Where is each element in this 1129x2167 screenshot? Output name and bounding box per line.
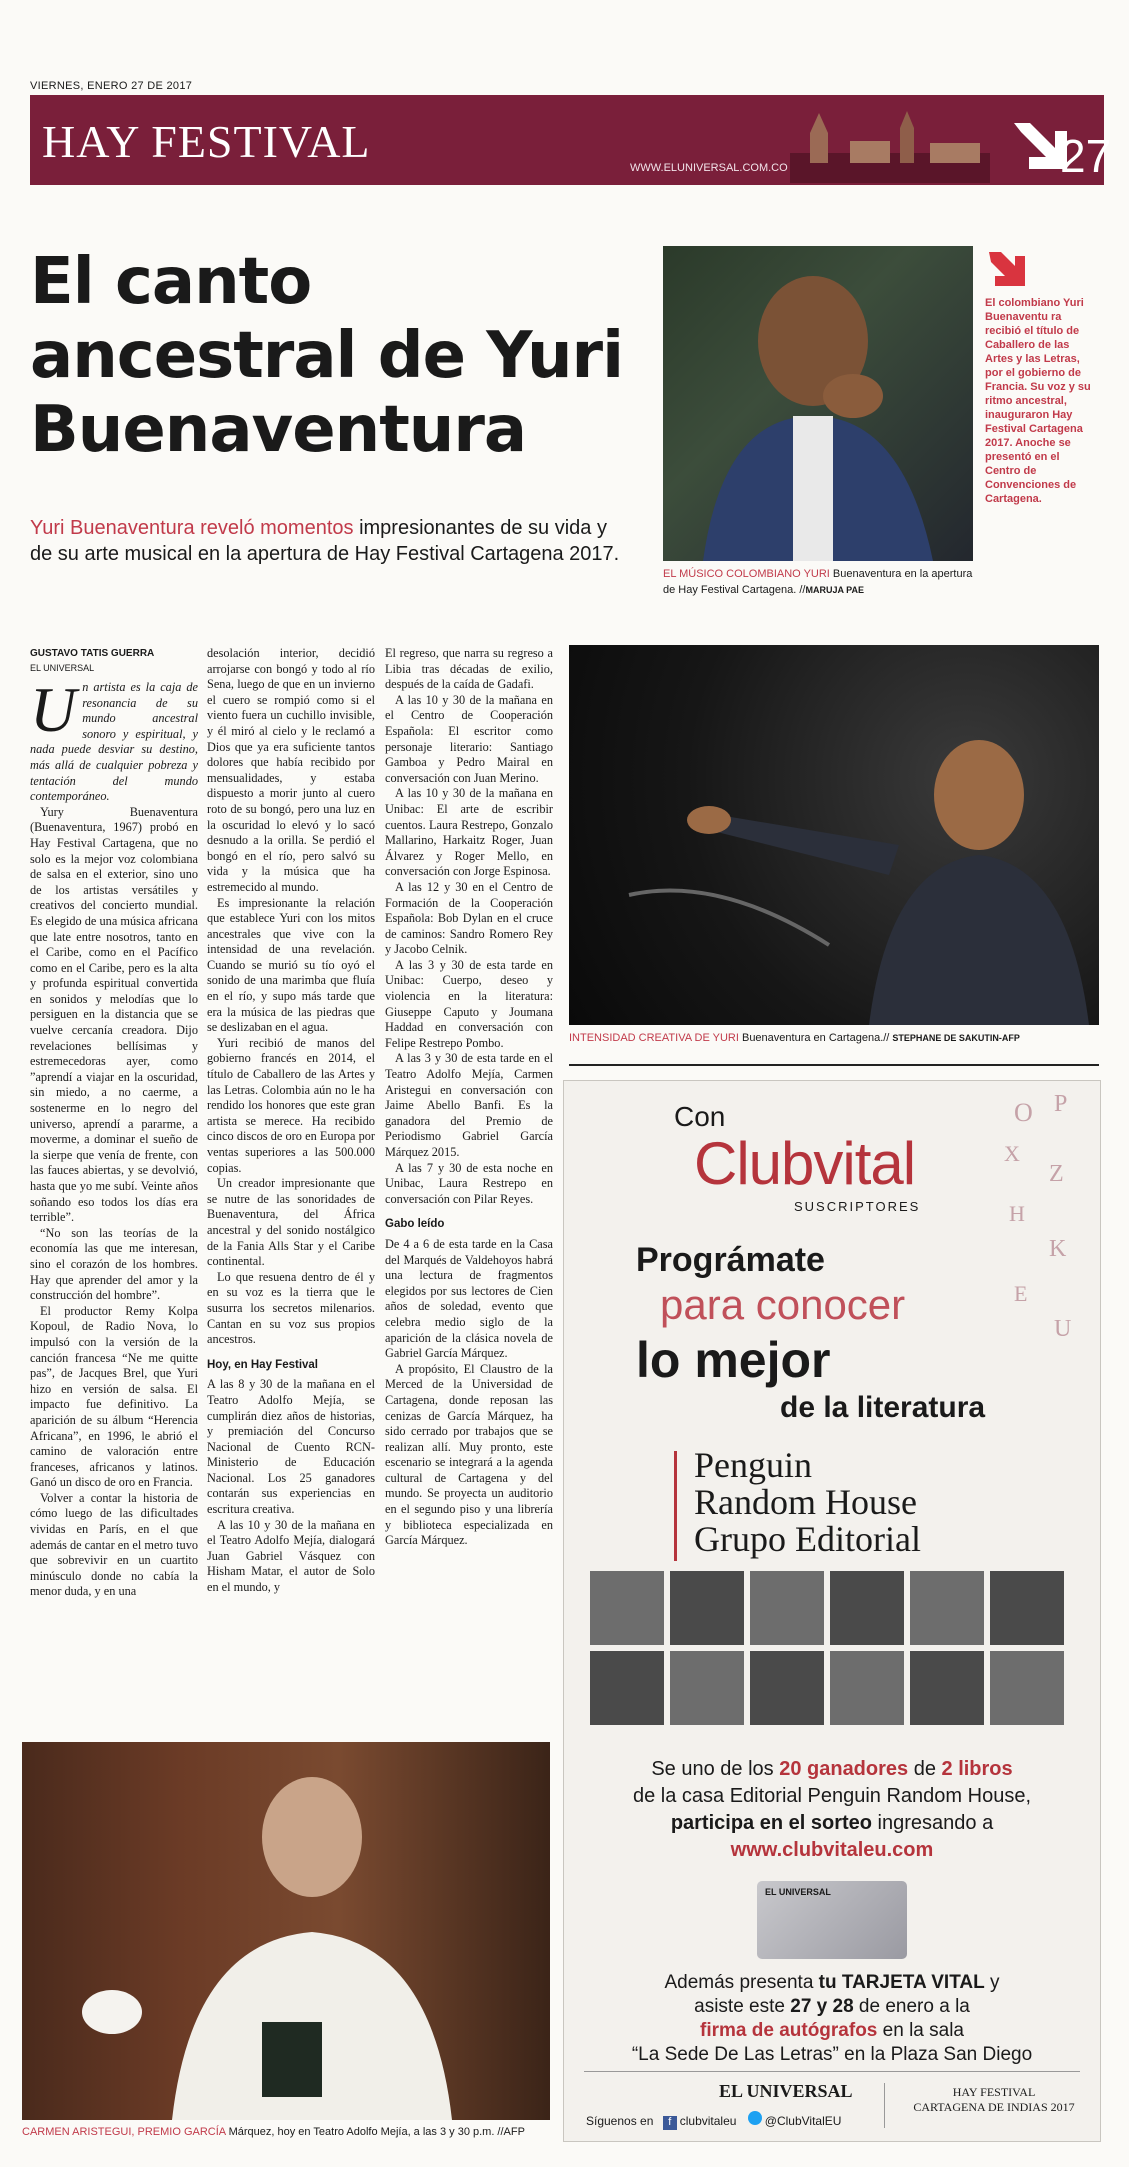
paragraph: El productor Remy Kolpa Kopoul, de Radio Nova, lo impulsó con la versión de la canción francesa “Ne me quitte pas”, de Jacques Brel, que Yuri hizo en versión de salsa. El impacto fue definitivo. La aparición de su álbum “Herencia Africana”, en 1996, le abrió el camino de valoración entre franceses, africanos y latinos. Ganó un disco de oro en Francia. <box>30 1303 198 1490</box>
hay-festival-logo <box>894 2085 1094 2115</box>
deck-text: impresionantes de su vida y de su arte musical en la apertura de Hay Festival Cartagena 2017. <box>30 517 620 565</box>
event-line1: HAY FESTIVAL <box>952 2085 1036 2099</box>
author-photo <box>590 1571 664 1645</box>
twitter-icon[interactable] <box>748 2111 762 2125</box>
extra-line3: firma de autógrafos en la sala <box>700 2020 964 2041</box>
ad-line1: Prográmate <box>636 1241 825 1279</box>
article-lead <box>30 674 198 805</box>
publisher-line2: Random House <box>694 1482 917 1522</box>
photo1-credit: MARUJA PAE <box>805 585 864 595</box>
promo-line1: Se uno de los 20 ganadores de 2 libros <box>651 1758 1013 1780</box>
section-banner <box>30 95 1112 185</box>
article-deck <box>30 515 630 567</box>
paragraph: A las 10 y 30 de la mañana en el Centro de Cooperación Española: El escritor como personaje literario: Santiago Gamboa y Pedro Mairal en conversación con Juan Merino. <box>385 692 553 785</box>
photo-yuri-microphone <box>663 246 973 561</box>
dropcap: U <box>30 674 77 745</box>
section-title: HAY FESTIVAL <box>42 116 371 167</box>
paragraph: “No son las teorías de la economía las que me interesan, sino el corazón de los hombres. Hay que aprender del amor y la construcción del hombre”. <box>30 1225 198 1303</box>
svg-text:X: X <box>1004 1141 1020 1166</box>
author-photo <box>670 1571 744 1645</box>
svg-text:E: E <box>1014 1281 1028 1306</box>
paragraph: Un creador impresionante que se nutre de las sonoridades de Buenaventura, del África ancestral y del sonido nostálgico de la Fania Alls Star y el Caribe continental. <box>207 1176 375 1269</box>
author-name: GUSTAVO TATIS GUERRA <box>30 648 155 659</box>
author-photo <box>910 1571 984 1645</box>
publisher-rule <box>674 1451 677 1561</box>
author-outlet: EL UNIVERSAL <box>30 663 95 673</box>
author-photo <box>990 1571 1064 1645</box>
lead-text: n artista es la caja de resonancia de su mundo ancestral sonoro y espiritual, y nada puede desviar su destino, más allá de cualquier pobreza y tentación del mundo contemporáneo. <box>30 680 198 804</box>
paragraph: A las 12 y 30 en el Centro de Formación de la Cooperación Española: Bob Dylan en el cruce de caminos: Sandro Romero Rey y Jacobo Celnik. <box>385 879 553 957</box>
footer-separator <box>884 2083 885 2128</box>
photo-yuri-stage <box>569 645 1099 1025</box>
svg-text:H: H <box>1009 1201 1025 1226</box>
paragraph: A las 7 y 30 de esta noche en Unibac, Laura Restrepo en conversación con Pilar Reyes. <box>385 1160 553 1206</box>
photo-portrait-placeholder-icon <box>22 1742 550 2120</box>
photo2-caption-lead: INTENSIDAD CREATIVA DE YURI <box>569 1032 739 1044</box>
ad-con: Con <box>674 1101 726 1132</box>
site-url[interactable]: WWW.ELUNIVERSAL.COM.CO <box>630 162 788 174</box>
photo-stage-placeholder-icon <box>569 645 1099 1025</box>
ad-line2: para conocer <box>660 1281 906 1328</box>
paragraph: De 4 a 6 de esta tarde en la Casa del Marqués de Valdehoyos habrá una lectura de fragmentos elegidos por sus lectores de Cien años de soledad, evento que celebra medio siglo de la aparición de la clásica novela de Gabriel García Márquez. <box>385 1236 553 1361</box>
eluniversal-logo: EL UNIVERSAL <box>719 2081 853 2101</box>
extra-line1: Además presenta tu TARJETA VITAL y <box>664 1972 1000 1993</box>
deck-highlight: Yuri Buenaventura reveló momentos <box>30 517 354 539</box>
svg-text:U: U <box>1054 1316 1072 1342</box>
paragraph: Volver a contar la historia de cómo luego de las dificultades vividas en París, en el que además de cantar en el metro tuvo que sobrevivir en un cuartito minúsculo donde no cabía la menor duda, y en una <box>30 1490 198 1599</box>
photo-carmen-aristegui <box>22 1742 550 2120</box>
extra-line2: asiste este 27 y 28 de enero a la <box>694 1996 970 2017</box>
twitter-handle[interactable]: @ClubVitalEU <box>764 2114 842 2128</box>
author-photo <box>830 1571 904 1645</box>
facebook-icon[interactable]: f <box>663 2116 677 2130</box>
paragraph: desolación interior, decidió arrojarse con bongó y todo al río Sena, luego de que en un invierno el cuero se rompió como si el viento fuera un cuchillo invisible, y él miró al cielo y le reclamó a Dios que ya era suficiente tantos dolores que había recibido por mensualidades, y estaba dispuesto a morir junto al cuero roto de su bongó, pero una luz en la oscuridad lo elevó y lo sacó desnudo a la orilla. Se perdió el bongó en el río, pero salvó su vida y la música que ha estremecido al mundo. <box>207 646 375 894</box>
article-column-1 <box>30 674 198 1600</box>
paragraph: A las 3 y 30 de esta tarde en Unibac: Cuerpo, deseo y violencia en la literatura: Giuseppe Caputo y Joumana Haddad en conversación con Felipe Restrepo Pombo. <box>385 957 553 1050</box>
photo1-caption-text: Buenaventura en la apertura de Hay Festival Cartagena. // <box>663 568 973 596</box>
paragraph: Es impresionante la relación que establece Yuri con los mitos ancestrales que vive con la intensidad de una revelación. Cuando se murió su tío oyó el sonido de una marimba que fluía en el río, y supo más tarde que era la música de las piedras que se deslizaban en el agua. <box>207 895 375 1035</box>
card-label: EL UNIVERSAL <box>765 1887 831 1897</box>
author-photo <box>990 1651 1064 1725</box>
photo1-caption-lead: EL MÚSICO COLOMBIANO YURI <box>663 568 830 580</box>
follow-label: Síguenos en <box>586 2114 654 2128</box>
ad-footer-rule <box>584 2071 1080 2072</box>
photo2-caption <box>569 1030 1099 1046</box>
ad-line3: lo mejor <box>636 1332 831 1388</box>
ad-promo <box>564 1756 1100 1864</box>
svg-text:Z: Z <box>1049 1161 1064 1187</box>
photo-yuri-placeholder-icon <box>663 246 973 561</box>
photo-sidenote: El colombiano Yuri Buenaventu ra recibió el título de Caballero de las Artes y las Letras, por el gobierno de Francia. Su voz y su ritmo ancestral, inauguraron Hay Festival Cartagena 2017. Anoche se presentó en el Centro de Convenciones de Cartagena. <box>985 297 1091 505</box>
photo3-caption-lead: CARMEN ARISTEGUI, PREMIO GARCÍA <box>22 2126 226 2138</box>
ad-suscriptores: SUSCRIPTORES <box>794 1199 921 1214</box>
author-photo <box>750 1651 824 1725</box>
issue-date: VIERNES, ENERO 27 DE 2017 <box>30 80 193 92</box>
paragraph: A propósito, El Claustro de la Merced de la Universidad de Cartagena, donde reposan las cenizas de García Márquez, ha sido cerrado por trabajos que se realizan allí. Muy pronto, este escenario se integrará a la agenda cultural de Cartagena y del mundo. Se proyecta un auditorio en el segundo piso y una librería y biblioteca especializada en García Márquez. <box>385 1361 553 1548</box>
paragraph: A las 10 y 30 de la mañana en el Teatro Adolfo Mejía, dialogará Juan Gabriel Vásquez con Hisham Matar, el autor de Solo en el mundo, y <box>207 1517 375 1595</box>
author-photo <box>670 1651 744 1725</box>
paragraph: Lo que resuena dentro de él y en su voz es la tierra que le susurra los secretos milenarios. Cantan en su voz sus propios ancestros. <box>207 1269 375 1347</box>
photo1-caption <box>663 566 983 598</box>
city-skyline-illustration <box>790 103 990 183</box>
clubvital-logo: Clubvital <box>694 1130 916 1197</box>
paragraph: Yury Buenaventura (Buenaventura, 1967) probó en Hay Festival Cartagena, que no solo es la mejor voz colombiana de salsa en el exterior, sino uno de los artistas versátiles y creativos del concierto mundial. Es elegido de una música africana que late entre nosotros, tanto en el Caribe, como en el Pacífico como en el Caribe, pero es la alta y profunda espiritual convertida en sonidos y melodías que lo persiguen en la distancia que se vuelve cercanía creadora. Dijo revelaciones bellísimas y estremecedoras ayer, como ”aprendí a viajar en la oscuridad, sin miedo, a no caerme, a sostenerme en lo negro del universo, aprendí a pararme, a moverme, a dominar el sueño de la sierpe que venía de frente, con las fauces abiertas, y se devolvió, hasta que yo me subí. Veinte años soñando eso todos los días era terrible”. <box>30 804 198 1225</box>
subhead-hoy: Hoy, en Hay Festival <box>207 1358 318 1371</box>
membership-card <box>757 1881 907 1959</box>
promo-url[interactable]: www.clubvitaleu.com <box>730 1839 934 1861</box>
event-line2: CARTAGENA DE INDIAS 2017 <box>913 2100 1075 2114</box>
ad-line4: de la literatura <box>780 1391 986 1424</box>
photo3-caption <box>22 2124 562 2140</box>
author-photo <box>590 1651 664 1725</box>
promo-line2: de la casa Editorial Penguin Random House, <box>632 1785 1032 1807</box>
social-follow <box>586 2111 841 2130</box>
article-headline: El canto ancestral de Yuri Buenaventura <box>30 245 623 467</box>
arrow-down-right-icon <box>985 246 1029 290</box>
extra-line4: “La Sede De Las Letras” en la Plaza San Diego <box>631 2044 1033 2065</box>
author-photo <box>910 1651 984 1725</box>
divider <box>569 1064 1099 1066</box>
subhead-gabo: Gabo leído <box>385 1218 445 1231</box>
photo2-caption-text: Buenaventura en Cartagena.// <box>738 1032 893 1044</box>
photo3-caption-text: Márquez, hoy en Teatro Adolfo Mejía, a las 3 y 30 p.m. //AFP <box>225 2126 525 2138</box>
paragraph: El regreso, que narra su regreso a Libia tras décadas de exilio, después de la caída de Gadafi. <box>385 646 553 692</box>
publisher-logo <box>694 1447 921 1558</box>
svg-text:O: O <box>1014 1098 1033 1127</box>
paragraph: Yuri recibió de manos del gobierno francés en 2014, el título de Caballero de las Artes y las Letras. Colombia aún no le ha rendido los honores que este gran artista se merece. Ha recibido cinco discos de oro en Europa por ventas superiores a las 500.000 copias. <box>207 1035 375 1175</box>
paragraph: A las 8 y 30 de la mañana en el Teatro Adolfo Mejía, se cumplirán diez años de historias, y premiación del Concurso Nacional de Cuento RCN-Ministerio de Educación Nacional. Los 25 ganadores contarán sus experiencias en escritura creativa. <box>207 1377 375 1517</box>
paragraph: A las 10 y 30 de la mañana en Unibac: El arte de escribir cuentos. Laura Restrepo, Gonzalo Mallarino, Harkaitz Roger, Juan Álvarez y Roger Mello, en conversación con Jorge Espinosa. <box>385 786 553 879</box>
publisher-line3: Grupo Editorial <box>694 1519 921 1559</box>
facebook-handle[interactable]: clubvitaleu <box>679 2114 737 2128</box>
clubvital-advertisement[interactable] <box>563 1080 1101 2142</box>
author-photo <box>830 1651 904 1725</box>
author-photo <box>750 1571 824 1645</box>
article-column-3 <box>385 646 553 1549</box>
promo-line3: participa en el sorteo ingresando a <box>670 1812 994 1834</box>
page-number: 27 <box>1060 130 1112 182</box>
letters-decoration-icon <box>994 1091 1094 1351</box>
ad-extra <box>564 1971 1100 2067</box>
svg-text:P: P <box>1054 1091 1068 1117</box>
svg-text:K: K <box>1049 1236 1067 1262</box>
photo2-credit: STEPHANE DE SAKUTIN-AFP <box>892 1033 1020 1043</box>
article-column-2 <box>207 646 375 1596</box>
paragraph: A las 3 y 30 de esta tarde en el Teatro Adolfo Mejía, Carmen Aristegui en conversación con Jaime Abello Banfi. Es la ganadora del Premio de Periodismo Gabriel García Márquez 2015. <box>385 1051 553 1159</box>
publisher-line1: Penguin <box>694 1445 813 1485</box>
